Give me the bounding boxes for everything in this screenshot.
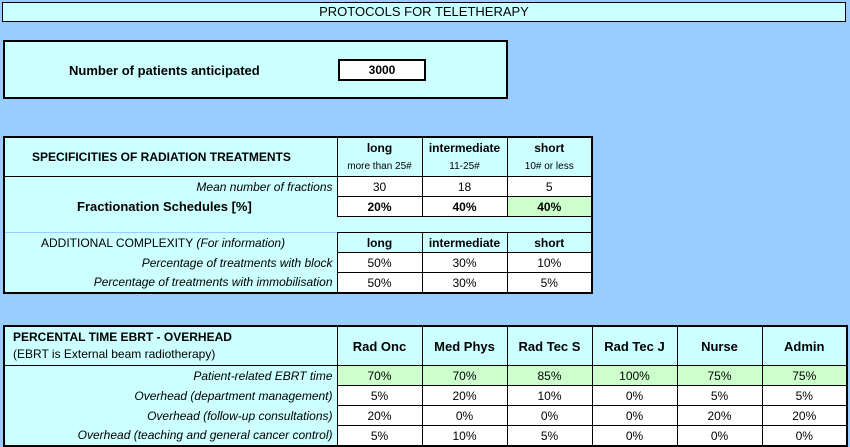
col-admin: Admin: [762, 326, 847, 366]
mean-fractions-label: Mean number of fractions: [196, 179, 333, 194]
cell[interactable]: 30: [337, 177, 422, 197]
cell[interactable]: 20%: [422, 386, 507, 406]
sheet-title: PROTOCOLS FOR TELETHERAPY: [2, 2, 846, 22]
cell[interactable]: 50%: [337, 253, 422, 273]
cell[interactable]: 5%: [677, 386, 762, 406]
col-med-phys: Med Phys: [422, 326, 507, 366]
cell[interactable]: 20%: [762, 406, 847, 426]
cell[interactable]: 10%: [422, 426, 507, 447]
col-intermediate-sub: 11-25#: [422, 157, 507, 177]
cell[interactable]: 0%: [592, 406, 677, 426]
cell[interactable]: 18: [422, 177, 507, 197]
cell[interactable]: 40%: [507, 197, 592, 217]
cell[interactable]: 5%: [507, 426, 592, 447]
col-long: long: [337, 233, 422, 253]
cell[interactable]: 70%: [422, 366, 507, 386]
ebrt-overhead-table: [3, 325, 848, 447]
department-management-label: Overhead (department management): [134, 388, 333, 403]
cell[interactable]: 50%: [337, 273, 422, 294]
col-long: long: [337, 137, 422, 157]
cell[interactable]: 10%: [507, 386, 592, 406]
cell[interactable]: 30%: [422, 253, 507, 273]
patients-label: Number of patients anticipated: [69, 63, 260, 78]
additional-complexity-header: ADDITIONAL COMPLEXITY (For information): [41, 235, 286, 250]
col-rad-tec-s: Rad Tec S: [507, 326, 592, 366]
cell[interactable]: 70%: [337, 366, 422, 386]
col-short-sub: 10# or less: [507, 157, 592, 177]
col-intermediate: intermediate: [422, 233, 507, 253]
teaching-label: Overhead (teaching and general cancer control): [77, 428, 333, 443]
cell[interactable]: 10%: [507, 253, 592, 273]
cell[interactable]: 0%: [592, 426, 677, 447]
cell[interactable]: 30%: [422, 273, 507, 294]
cell[interactable]: 5%: [337, 386, 422, 406]
cell[interactable]: 100%: [592, 366, 677, 386]
block-label: Percentage of treatments with block: [141, 255, 333, 270]
patient-related-label: Patient-related EBRT time: [193, 368, 333, 383]
cell[interactable]: 20%: [337, 197, 422, 217]
col-intermediate: intermediate: [422, 137, 507, 157]
col-short: short: [507, 137, 592, 157]
cell[interactable]: 20%: [677, 406, 762, 426]
cell[interactable]: 85%: [507, 366, 592, 386]
col-nurse: Nurse: [677, 326, 762, 366]
ebrt-header-title: PERCENTAL TIME EBRT - OVERHEAD: [13, 330, 232, 344]
immobilisation-label: Percentage of treatments with immobilisation: [93, 275, 333, 290]
cell[interactable]: 40%: [422, 197, 507, 217]
col-rad-onc: Rad Onc: [337, 326, 422, 366]
cell[interactable]: 0%: [592, 386, 677, 406]
cell[interactable]: 0%: [422, 406, 507, 426]
specificities-header: SPECIFICITIES OF RADIATION TREATMENTS: [4, 137, 337, 177]
col-short: short: [507, 233, 592, 253]
patients-panel: [3, 40, 508, 99]
cell[interactable]: 75%: [677, 366, 762, 386]
cell[interactable]: 5%: [507, 273, 592, 294]
cell[interactable]: 5%: [762, 386, 847, 406]
cell[interactable]: 0%: [762, 426, 847, 447]
cell[interactable]: 0%: [677, 426, 762, 447]
cell[interactable]: 75%: [762, 366, 847, 386]
col-long-sub: more than 25#: [337, 157, 422, 177]
cell[interactable]: 0%: [507, 406, 592, 426]
cell[interactable]: 5: [507, 177, 592, 197]
follow-up-label: Overhead (follow-up consultations): [147, 408, 333, 423]
ebrt-header-note: (EBRT is External beam radiotherapy): [13, 347, 216, 361]
ebrt-header: [4, 326, 337, 366]
patients-input[interactable]: 3000: [338, 59, 426, 81]
col-rad-tec-j: Rad Tec J: [592, 326, 677, 366]
fractionation-label: Fractionation Schedules [%]: [77, 199, 252, 214]
specificities-table: [3, 136, 593, 294]
cell[interactable]: 20%: [337, 406, 422, 426]
cell[interactable]: 5%: [337, 426, 422, 447]
